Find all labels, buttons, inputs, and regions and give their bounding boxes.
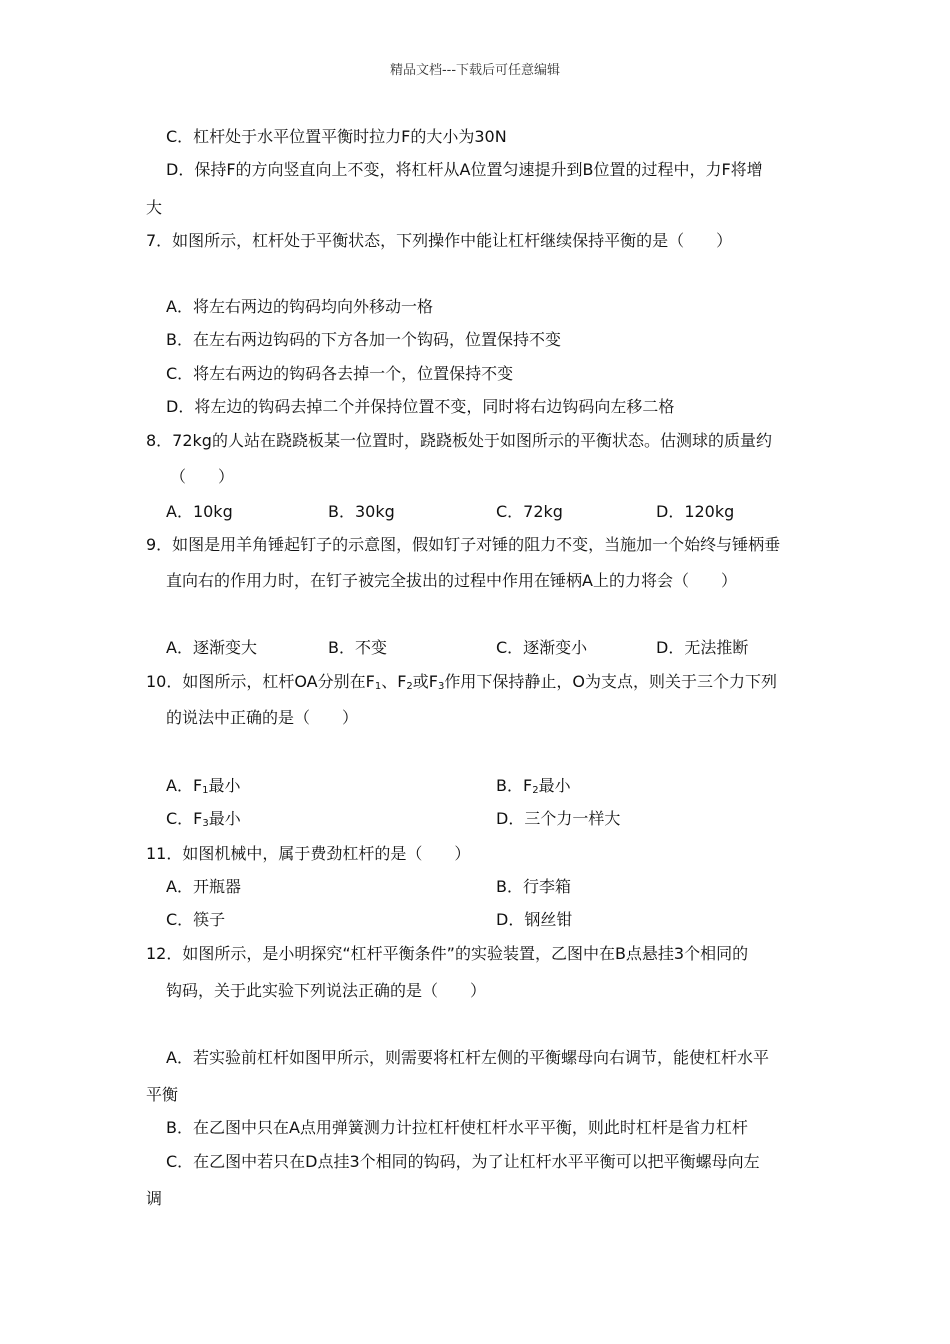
q12-option-a-line1: A．若实验前杠杆如图甲所示，则需要将杠杆左侧的平衡螺母向右调节，能使杠杆水平 <box>166 1048 769 1067</box>
q8-option-b: B．30kg <box>328 502 395 521</box>
q9-option-c: C．逐渐变小 <box>496 638 588 657</box>
q6-option-d-line2: 大 <box>146 198 163 217</box>
q12-option-a-line2: 平衡 <box>146 1085 179 1104</box>
q10-option-a <box>166 776 241 796</box>
q10-option-b <box>496 776 571 796</box>
q12-option-b: B．在乙图中只在A点用弹簧测力计拉杠杆使杠杆水平平衡，则此时杠杆是省力杠杆 <box>166 1118 748 1137</box>
q12-stem-line2: 钩码，关于此实验下列说法正确的是（ ） <box>166 981 487 1000</box>
q10-stem-line1 <box>146 672 777 692</box>
q10-option-a-sub: 1 <box>202 785 209 796</box>
q10-option-b-sub: 2 <box>532 785 539 796</box>
q9-stem-line1: 9．如图是用羊角锤起钉子的示意图，假如钉子对锤的阻力不变，当施加一个始终与锤柄垂 <box>146 535 781 554</box>
q11-option-a: A．开瓶器 <box>166 877 241 896</box>
q10-option-a-post: 最小 <box>208 776 241 795</box>
q10-option-c <box>166 809 241 829</box>
q10-option-a-pre: A．F <box>166 776 203 795</box>
q11-option-d: D．钢丝钳 <box>496 910 573 929</box>
q8-stem-line2: （ ） <box>170 467 235 486</box>
q6-option-d-line1: D．保持F的方向竖直向上不变，将杠杆从A位置匀速提升到B位置的过程中，力F将增 <box>166 160 763 179</box>
q10-sep-2: 或F <box>412 672 439 691</box>
q7-option-c: C．将左右两边的钩码各去掉一个，位置保持不变 <box>166 364 514 383</box>
q10-option-c-post: 最小 <box>208 809 241 828</box>
q10-sep-1: 、F <box>381 672 407 691</box>
q12-stem-line1: 12．如图所示，是小明探究“杠杆平衡条件”的实验装置，乙图中在B点悬挂3个相同的 <box>146 944 749 963</box>
q6-option-c: C．杠杆处于水平位置平衡时拉力F的大小为30N <box>166 127 507 146</box>
q8-option-a: A．10kg <box>166 502 233 521</box>
page-header: 精品文档---下载后可任意编辑 <box>389 63 561 78</box>
q11-option-c: C．筷子 <box>166 910 226 929</box>
q9-option-b: B．不变 <box>328 638 387 657</box>
q10-stem-line2: 的说法中正确的是（ ） <box>166 708 359 727</box>
q11-option-b: B．行李箱 <box>496 877 571 896</box>
q8-option-d: D．120kg <box>656 502 735 521</box>
q10-option-d: D．三个力一样大 <box>496 809 621 828</box>
q10-option-b-post: 最小 <box>538 776 571 795</box>
q10-option-c-pre: C．F <box>166 809 203 828</box>
q10-sub-1: 1 <box>374 681 382 692</box>
q8-option-c: C．72kg <box>496 502 563 521</box>
q9-option-d: D．无法推断 <box>656 638 749 657</box>
q10-option-b-pre: B．F <box>496 776 533 795</box>
q12-option-c-line2: 调 <box>146 1189 163 1208</box>
q10-option-c-sub: 3 <box>202 818 209 829</box>
q12-option-c-line1: C．在乙图中若只在D点挂3个相同的钩码，为了让杠杆水平平衡可以把平衡螺母向左 <box>166 1152 760 1171</box>
q10-stem-tail: 作用下保持静止，O为支点，则关于三个力下列 <box>444 672 777 691</box>
q10-sub-3: 3 <box>438 681 445 692</box>
q8-stem-line1: 8．72kg的人站在跷跷板某一位置时，跷跷板处于如图所示的平衡状态。估测球的质量约 <box>146 431 772 450</box>
q10-sub-2: 2 <box>406 681 413 692</box>
q9-option-a: A．逐渐变大 <box>166 638 257 657</box>
q10-stem-text: 10．如图所示，杠杆OA分别在F <box>146 672 375 691</box>
q11-stem: 11．如图机械中，属于费劲杠杆的是（ ） <box>146 844 471 863</box>
q7-option-a: A．将左右两边的钩码均向外移动一格 <box>166 297 433 316</box>
q7-option-b: B．在左右两边钩码的下方各加一个钩码，位置保持不变 <box>166 330 561 349</box>
q7-stem: 7．如图所示，杠杆处于平衡状态，下列操作中能让杠杆继续保持平衡的是（ ） <box>146 231 733 250</box>
q7-option-d: D．将左边的钩码去掉二个并保持位置不变，同时将右边钩码向左移二格 <box>166 397 675 416</box>
q9-stem-line2: 直向右的作用力时，在钉子被完全拔出的过程中作用在锤柄A上的力将会（ ） <box>166 571 737 590</box>
